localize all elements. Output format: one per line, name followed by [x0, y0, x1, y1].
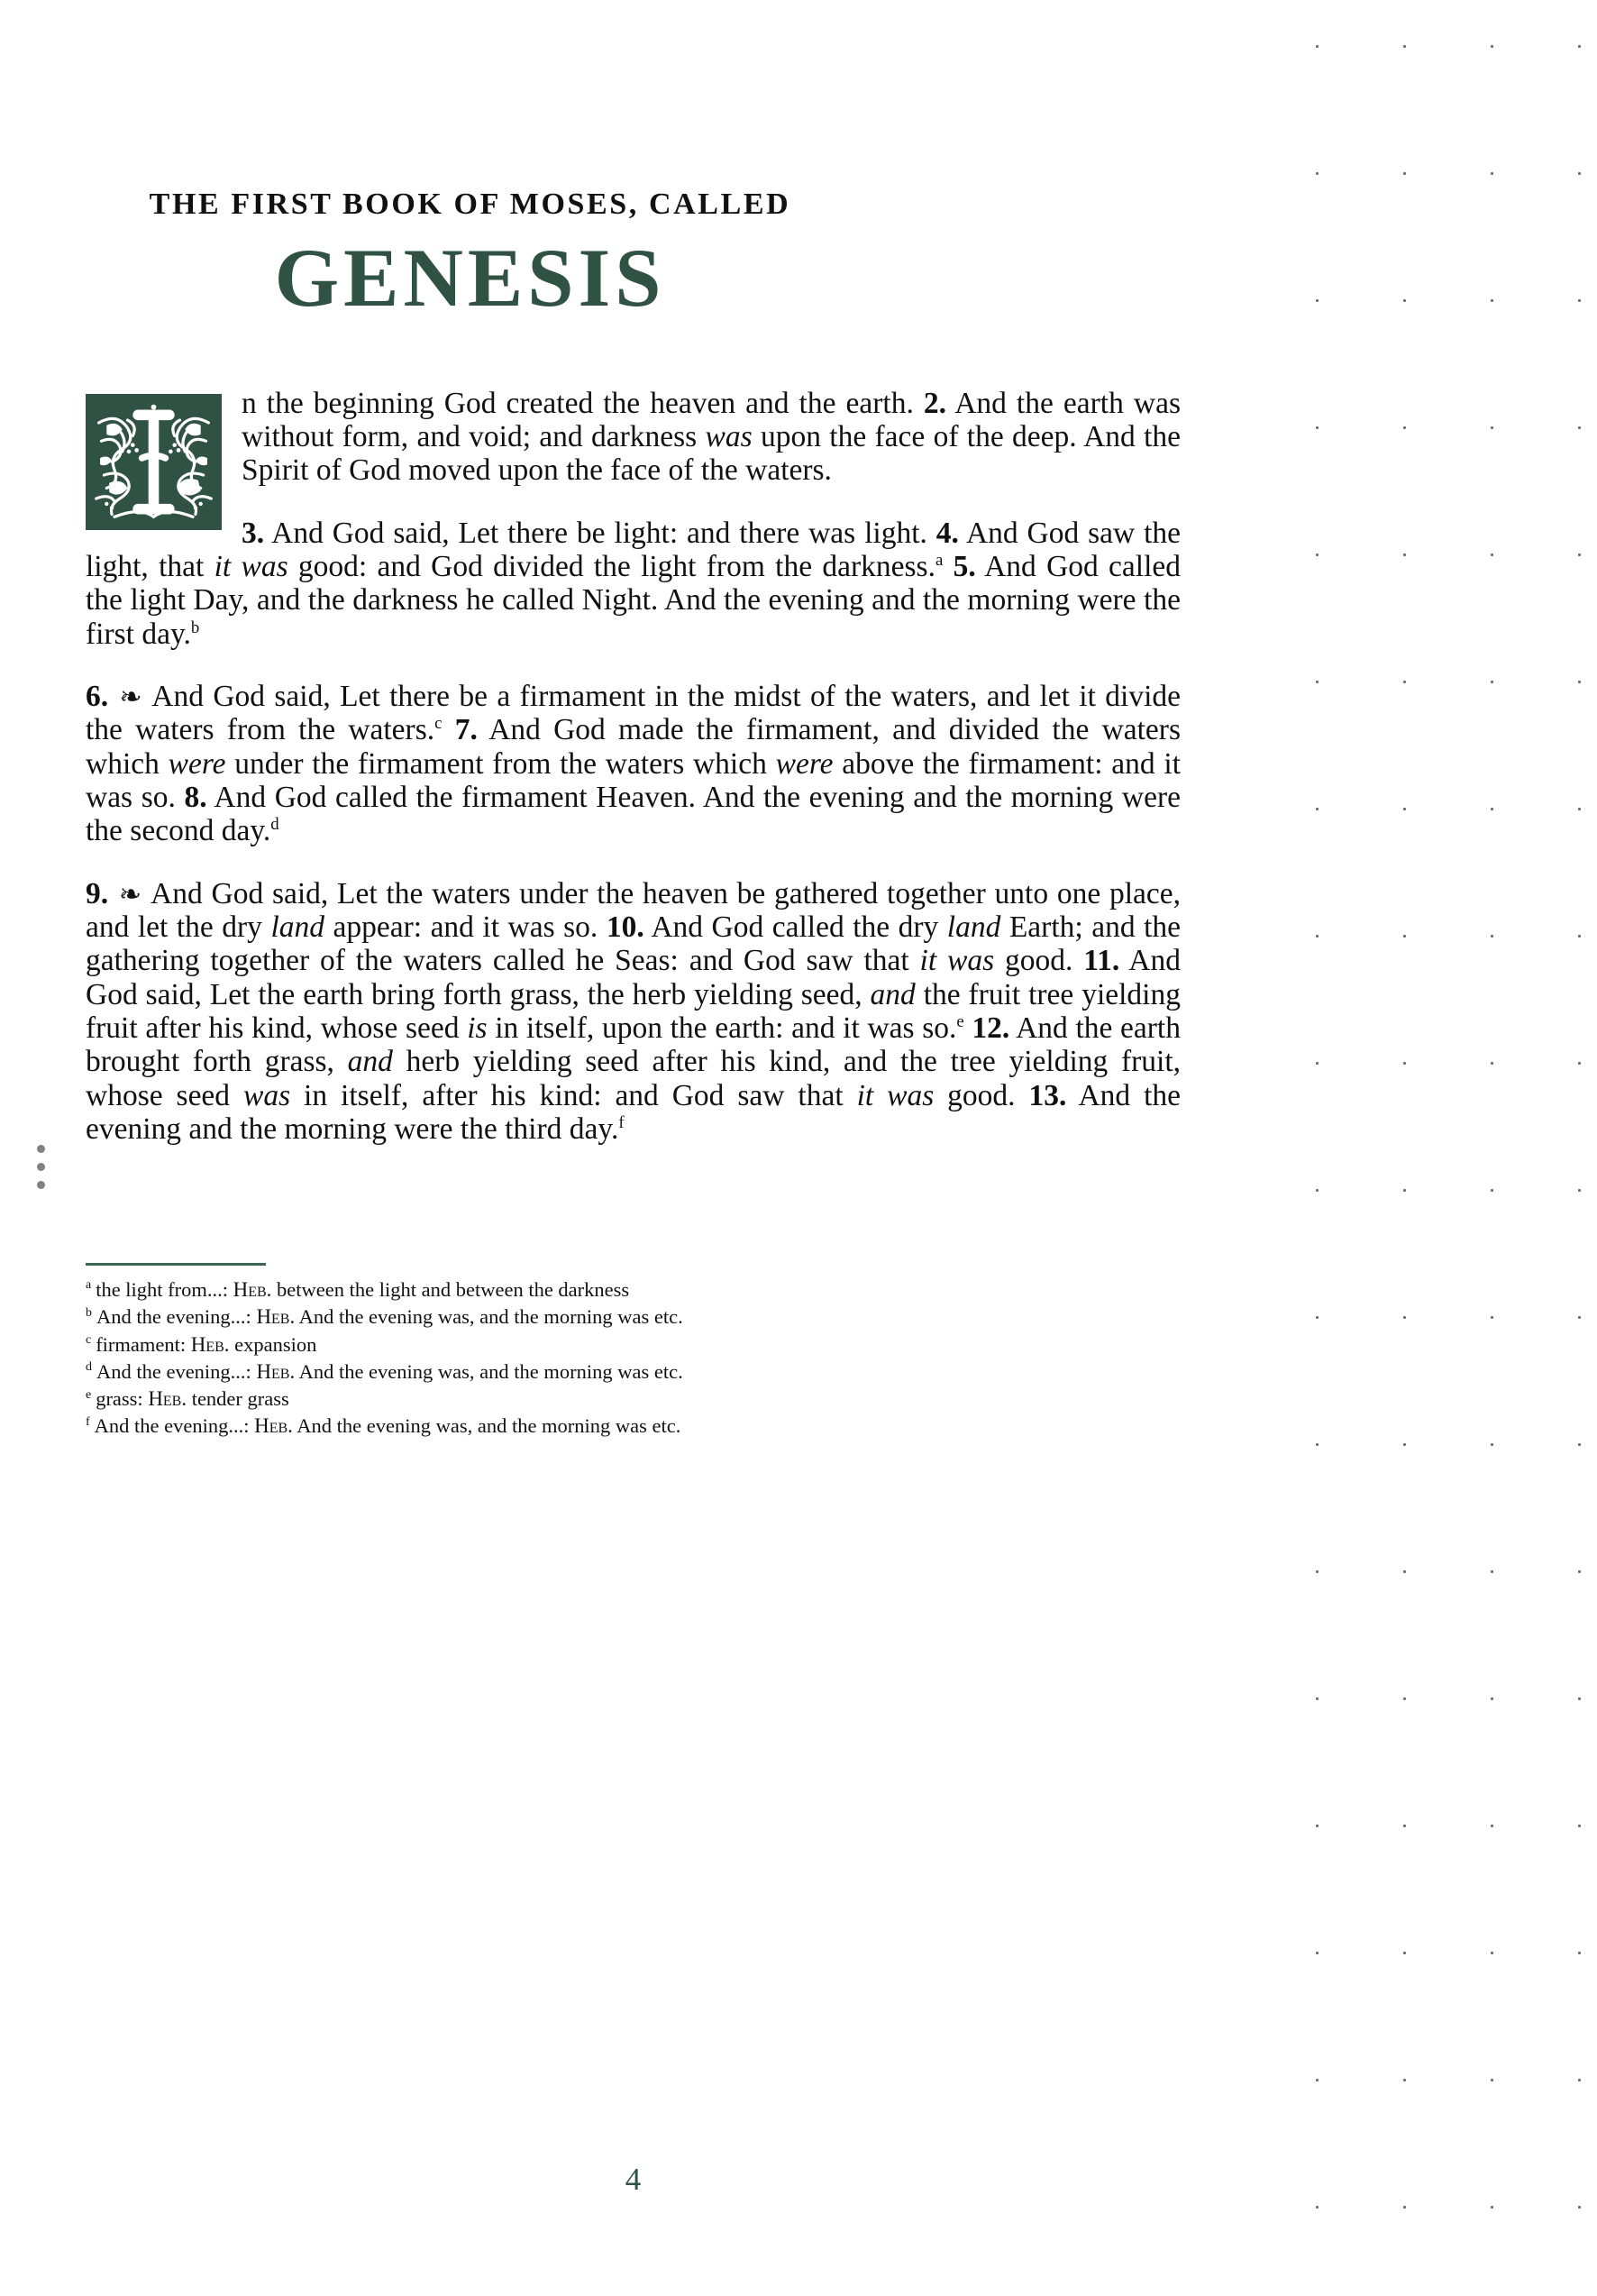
- footnote-area: [86, 1263, 1181, 1440]
- text-run: good.: [934, 1078, 1029, 1112]
- aldus-leaf-icon: ❧: [119, 681, 142, 712]
- verse-number: 4.: [935, 516, 959, 550]
- text-run: under the firmament from the waters which: [225, 746, 776, 781]
- text-run: [442, 713, 454, 746]
- scripture-paragraph: [86, 517, 1181, 651]
- text-run: in itself, upon the earth: and it was so.: [487, 1011, 957, 1046]
- italic-word: was: [705, 419, 753, 453]
- paragraph-text: [86, 517, 1181, 651]
- footnote-letter: c: [86, 1333, 92, 1348]
- verse-number: 6.: [86, 680, 109, 713]
- text-run: And the evening...:: [96, 1305, 257, 1329]
- verse-number: 3.: [242, 516, 265, 550]
- text-run: And God made the firmament, and divided the waters which: [86, 713, 1181, 781]
- text-run: n the beginning God created the heaven and the earth.: [242, 386, 924, 420]
- text-run: And the evening was, and the morning was etc.: [295, 1305, 683, 1329]
- text-run: And God called the firmament Heaven. And the evening and the morning were the second day.: [86, 781, 1181, 848]
- smallcaps-abbreviation: Heb.: [233, 1277, 272, 1301]
- scripture-paragraph: [86, 680, 1181, 848]
- text-run: And God saw the light, that: [86, 516, 1182, 583]
- footnote-letter: d: [86, 1360, 92, 1375]
- italic-word: it was: [919, 944, 995, 978]
- verse-number: 13.: [1028, 1078, 1067, 1112]
- footnote-letter: e: [86, 1387, 92, 1402]
- drag-handle-dot: [37, 1145, 45, 1153]
- footnote-reference[interactable]: a: [935, 550, 944, 570]
- text-run: And the evening...:: [94, 1414, 255, 1438]
- aldus-leaf-icon: ❧: [118, 878, 142, 910]
- scripture-paragraph: [86, 877, 1181, 1147]
- text-run: the fruit tree yielding fruit after his kind, whose seed: [86, 977, 1181, 1046]
- footnote-separator-rule: [86, 1263, 266, 1266]
- text-run: And God called the light Day, and the darkness he called Night. And the evening and the morning were the first day.: [86, 549, 1182, 651]
- text-run: And the evening...:: [96, 1359, 257, 1383]
- drag-handle[interactable]: [34, 1145, 47, 1189]
- text-run: good: and God divided the light from the darkness.: [287, 549, 935, 583]
- text-run: And God said, Let there be light: and there was light.: [264, 516, 936, 550]
- footnote-reference[interactable]: b: [190, 617, 200, 637]
- text-run: upon the face of the deep. And the Spirit of God moved upon the face of the waters.: [242, 419, 1181, 488]
- italic-word: were: [168, 746, 226, 781]
- scripture-paragraph: [86, 387, 1181, 488]
- text-run: And God said, Let the earth bring forth grass, the herb yielding seed,: [86, 944, 1181, 1011]
- page-number: 4: [625, 2162, 642, 2197]
- text-run: between the light and between the darkness: [271, 1277, 630, 1301]
- smallcaps-abbreviation: Heb.: [256, 1305, 296, 1329]
- page-content-column: [86, 0, 1182, 2197]
- italic-word: it was: [856, 1078, 935, 1112]
- text-run: [108, 680, 117, 713]
- smallcaps-abbreviation: Heb.: [254, 1414, 293, 1438]
- italic-word: was: [242, 1078, 291, 1112]
- verse-number: 8.: [184, 781, 207, 815]
- footnote-item: [86, 1331, 1181, 1358]
- italic-word: is: [467, 1011, 488, 1046]
- italic-word: and: [870, 977, 916, 1011]
- paragraph-text: [242, 387, 1181, 488]
- footnote-item: [86, 1413, 1181, 1440]
- footnote-reference[interactable]: c: [434, 714, 443, 734]
- text-run: And the evening was, and the morning was etc.: [292, 1414, 681, 1438]
- text-run: grass:: [96, 1387, 149, 1411]
- footnote-letter: f: [86, 1414, 90, 1429]
- verse-number: 11.: [1083, 944, 1120, 978]
- verse-number: 9.: [86, 876, 109, 910]
- text-run: [943, 550, 953, 583]
- ornamental-dropcap-i-icon: [86, 394, 222, 530]
- footnote-item: [86, 1386, 1181, 1413]
- text-run: in itself, after his kind: and God saw that: [290, 1078, 857, 1112]
- verse-number: 12.: [972, 1011, 1010, 1046]
- drag-handle-dot: [37, 1181, 45, 1189]
- footnote-letter: a: [86, 1278, 92, 1293]
- text-run: appear: and it was so.: [324, 910, 607, 945]
- footnote-item: [86, 1358, 1181, 1386]
- paragraph-text: [86, 877, 1181, 1146]
- text-run: herb yielding seed after his kind, and the tree yielding fruit, whose seed: [86, 1045, 1181, 1112]
- verse-number: 2.: [923, 386, 946, 420]
- text-run: And the earth brought forth grass,: [86, 1011, 1181, 1079]
- text-run: And the evening and the morning were the third day.: [86, 1078, 1182, 1147]
- italic-word: land: [270, 910, 324, 945]
- footnote-item: [86, 1304, 1181, 1331]
- canvas-dot-grid: [1244, 0, 1597, 2296]
- smallcaps-abbreviation: Heb.: [256, 1359, 296, 1383]
- text-run: And the evening was, and the morning was etc.: [295, 1359, 683, 1383]
- text-run: expansion: [229, 1332, 317, 1356]
- text-run: And God called the dry: [643, 910, 947, 945]
- drag-handle-dot: [37, 1163, 45, 1171]
- text-run: Earth; and the gathering together of the waters called he Seas: and God saw that: [86, 910, 1181, 978]
- italic-word: and: [347, 1045, 393, 1079]
- smallcaps-abbreviation: Heb.: [148, 1387, 187, 1411]
- text-run: firmament:: [96, 1332, 191, 1356]
- italic-word: it was: [214, 549, 288, 583]
- text-run: [108, 877, 117, 910]
- text-run: tender grass: [187, 1387, 289, 1411]
- text-run: the light from...:: [96, 1277, 233, 1301]
- text-run: above the firmament: and it was so.: [86, 746, 1181, 815]
- footnote-reference[interactable]: e: [956, 1011, 964, 1031]
- verse-number: 5.: [953, 549, 976, 583]
- footnote-reference[interactable]: f: [618, 1112, 625, 1132]
- footnote-letter: b: [86, 1305, 92, 1320]
- text-run: And the earth was without form, and void; and darkness: [242, 386, 1181, 453]
- text-run: And God said, Let the waters under the heaven be gathered together unto one place, and let the dry: [86, 876, 1182, 945]
- footnote-reference[interactable]: d: [270, 815, 279, 835]
- paragraph-text: [86, 680, 1181, 847]
- footnote-list: [86, 1276, 1181, 1441]
- book-superscript-heading: THE FIRST BOOK OF MOSES, CALLED: [149, 188, 791, 221]
- page-title: GENESIS: [274, 232, 666, 324]
- italic-word: land: [946, 910, 1001, 945]
- footnote-item: [86, 1276, 1181, 1304]
- text-run: good.: [994, 944, 1084, 978]
- verse-number: 7.: [454, 713, 478, 747]
- smallcaps-abbreviation: Heb.: [190, 1332, 230, 1356]
- verse-number: 10.: [606, 910, 644, 945]
- italic-word: were: [775, 746, 834, 781]
- text-run: And God said, Let there be a firmament in the midst of the waters, and let it divide the waters from the waters.: [86, 680, 1182, 747]
